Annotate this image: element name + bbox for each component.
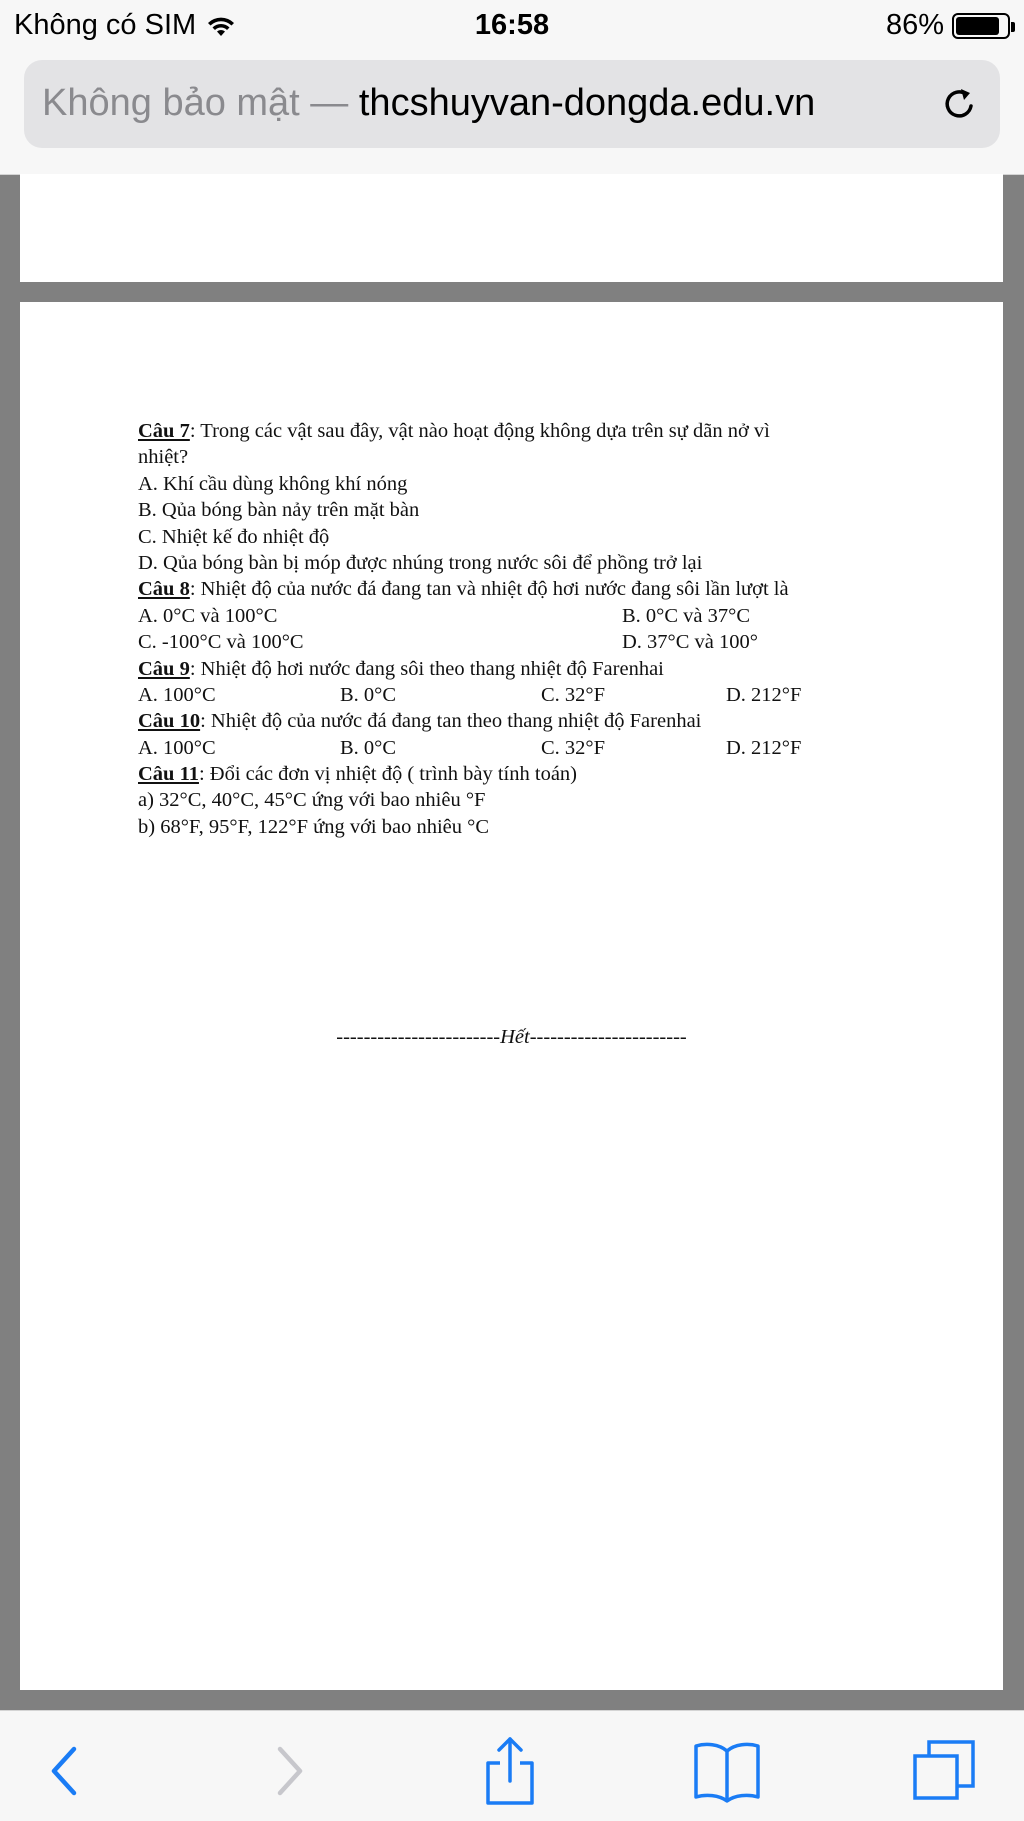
question-text: : Nhiệt độ của nước đá đang tan và nhiệt độ hơi nước đang sôi lần lượt là (189, 578, 789, 601)
question-7 (138, 418, 928, 444)
reload-icon[interactable] (940, 84, 980, 124)
forward-button[interactable] (250, 1731, 330, 1811)
question-7-cont: nhiệt? (138, 446, 189, 469)
question-label: Câu 8 (138, 578, 190, 601)
battery-percent: 86% (885, 9, 944, 41)
domain-label: thcshuyvan-dongda.edu.vn (358, 82, 816, 124)
battery-tip (1011, 22, 1015, 32)
answer-c: C. Nhiệt kế đo nhiệt độ (138, 525, 330, 548)
answer-a: A. 0°C và 100°C (138, 604, 278, 627)
answer-a: A. 100°C (138, 736, 216, 759)
status-right (886, 9, 1010, 42)
share-icon (480, 1735, 540, 1807)
answers-row (138, 603, 928, 629)
address-bar[interactable] (24, 60, 1000, 148)
end-dashes-right: ----------------------- (529, 1026, 687, 1048)
browser-toolbar (0, 1710, 1024, 1821)
status-bar (0, 0, 1024, 52)
answer-d: D. 212°F (726, 683, 802, 706)
question-10 (138, 708, 928, 734)
bookmarks-button[interactable] (687, 1731, 767, 1811)
answers-row (138, 629, 928, 655)
question-11 (138, 761, 928, 787)
back-button[interactable] (24, 1731, 104, 1811)
part-a: a) 32°C, 40°C, 45°C ứng với bao nhiêu °F (138, 789, 486, 812)
back-icon (44, 1743, 84, 1799)
answer-d: D. Qủa bóng bàn bị móp được nhúng trong nước sôi để phồng trở lại (138, 551, 703, 574)
security-label: Không bảo mật — (42, 82, 349, 124)
document-page (20, 302, 1003, 1690)
battery-icon (952, 13, 1010, 39)
question-text: : Trong các vật sau đây, vật nào hoạt động không dựa trên sự dãn nở vì (189, 420, 770, 442)
carrier-label: Không có SIM (14, 9, 197, 41)
part-b: b) 68°F, 95°F, 122°F ứng với bao nhiêu °C (138, 815, 490, 838)
share-button[interactable] (470, 1731, 550, 1811)
tabs-button[interactable] (904, 1731, 984, 1811)
clock: 16:58 (474, 9, 550, 41)
end-dashes-left: ------------------------ (336, 1026, 501, 1048)
question-text: : Đổi các đơn vị nhiệt độ ( trình bày tính toán) (198, 763, 578, 786)
bookmarks-icon (692, 1739, 762, 1803)
question-label: Câu 10 (138, 710, 201, 733)
answer-d: D. 212°F (726, 736, 802, 759)
answers-row (138, 682, 928, 708)
document-body (138, 418, 928, 840)
address-text (42, 82, 815, 125)
answer-c: C. 32°F (541, 683, 606, 706)
answer-b: B. 0°C và 37°C (622, 604, 751, 627)
question-label: Câu 11 (138, 763, 199, 786)
answer-a: A. 100°C (138, 683, 216, 706)
answer-b: B. 0°C (340, 736, 397, 759)
question-label: Câu 9 (138, 657, 190, 680)
browser-top-bar (0, 0, 1024, 175)
answer-c: C. -100°C và 100°C (138, 631, 304, 654)
end-word: Hết (500, 1026, 530, 1048)
end-marker (20, 1026, 1003, 1049)
question-8 (138, 576, 928, 602)
answer-c: C. 32°F (541, 736, 606, 759)
answer-d: D. 37°C và 100° (622, 631, 758, 654)
battery-fill (956, 17, 999, 35)
answers-row (138, 735, 928, 761)
answer-b: B. Qủa bóng bàn nảy trên mặt bàn (138, 499, 420, 522)
answer-a: A. Khí cầu dùng không khí nóng (138, 472, 408, 495)
question-text: : Nhiệt độ của nước đá đang tan theo thang nhiệt độ Farenhai (200, 710, 702, 733)
tabs-icon (911, 1738, 977, 1804)
previous-page (20, 174, 1003, 282)
question-text: : Nhiệt độ hơi nước đang sôi theo thang nhiệt độ Farenhai (189, 657, 664, 680)
question-9 (138, 656, 928, 682)
question-label: Câu 7 (138, 420, 190, 442)
forward-icon (270, 1743, 310, 1799)
answer-b: B. 0°C (340, 683, 397, 706)
